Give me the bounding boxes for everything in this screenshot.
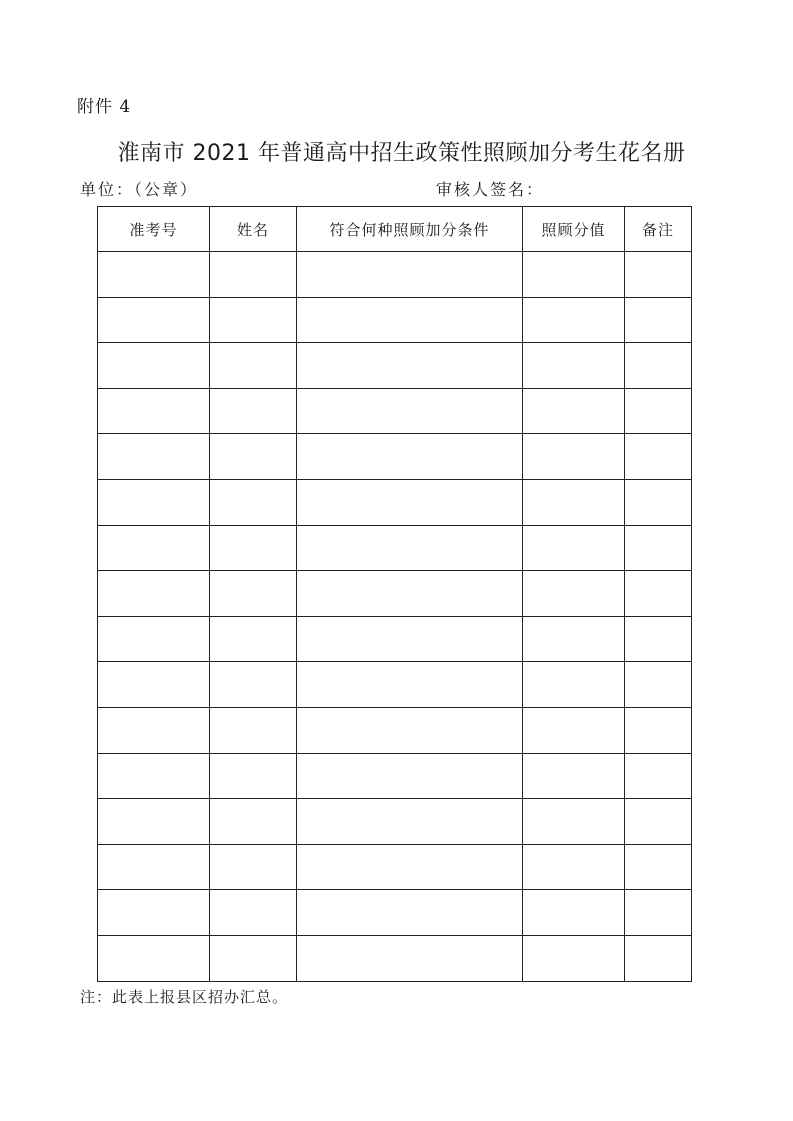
cell-name[interactable] [210,343,297,389]
cell-remarks[interactable] [625,252,692,298]
cell-name[interactable] [210,297,297,343]
cell-bonus-condition[interactable] [297,343,523,389]
cell-bonus-points[interactable] [523,616,625,662]
header-bonus-points: 照顾分值 [523,207,625,252]
cell-bonus-points[interactable] [523,343,625,389]
cell-bonus-condition[interactable] [297,707,523,753]
cell-exam-number[interactable] [98,343,210,389]
cell-bonus-points[interactable] [523,297,625,343]
unit-seal-label: 单位：（公章） [80,180,199,199]
table-row [98,525,692,571]
cell-exam-number[interactable] [98,479,210,525]
cell-name[interactable] [210,844,297,890]
cell-name[interactable] [210,662,297,708]
cell-bonus-points[interactable] [523,935,625,981]
cell-remarks[interactable] [625,479,692,525]
cell-bonus-condition[interactable] [297,890,523,936]
cell-bonus-condition[interactable] [297,479,523,525]
cell-bonus-points[interactable] [523,252,625,298]
table-row [98,616,692,662]
table-row [98,662,692,708]
table-row [98,753,692,799]
table-row [98,707,692,753]
cell-remarks[interactable] [625,525,692,571]
cell-remarks[interactable] [625,890,692,936]
cell-remarks[interactable] [625,297,692,343]
student-roster-table [97,206,692,982]
cell-bonus-points[interactable] [523,844,625,890]
table-row [98,297,692,343]
cell-name[interactable] [210,890,297,936]
cell-bonus-points[interactable] [523,571,625,617]
table-header-row [98,207,692,252]
cell-remarks[interactable] [625,844,692,890]
cell-name[interactable] [210,388,297,434]
cell-bonus-condition[interactable] [297,525,523,571]
cell-bonus-points[interactable] [523,525,625,571]
table-row [98,434,692,480]
cell-remarks[interactable] [625,388,692,434]
cell-exam-number[interactable] [98,434,210,480]
cell-bonus-condition[interactable] [297,388,523,434]
cell-name[interactable] [210,571,297,617]
cell-name[interactable] [210,616,297,662]
cell-exam-number[interactable] [98,525,210,571]
cell-remarks[interactable] [625,799,692,845]
table-row [98,252,692,298]
cell-remarks[interactable] [625,343,692,389]
cell-remarks[interactable] [625,571,692,617]
cell-exam-number[interactable] [98,890,210,936]
table-row [98,890,692,936]
cell-bonus-points[interactable] [523,479,625,525]
cell-bonus-condition[interactable] [297,434,523,480]
table-row [98,479,692,525]
cell-exam-number[interactable] [98,616,210,662]
cell-bonus-points[interactable] [523,890,625,936]
cell-remarks[interactable] [625,707,692,753]
table-row [98,844,692,890]
cell-name[interactable] [210,707,297,753]
document-title: 淮南市 2021 年普通高中招生政策性照顾加分考生花名册 [117,141,686,166]
header-remarks: 备注 [625,207,692,252]
cell-bonus-condition[interactable] [297,935,523,981]
cell-bonus-condition[interactable] [297,799,523,845]
cell-bonus-points[interactable] [523,707,625,753]
table-row [98,343,692,389]
cell-exam-number[interactable] [98,662,210,708]
cell-exam-number[interactable] [98,799,210,845]
cell-bonus-condition[interactable] [297,616,523,662]
table-row [98,388,692,434]
cell-name[interactable] [210,434,297,480]
reviewer-signature-label: 审核人签名： [436,180,545,199]
cell-remarks[interactable] [625,935,692,981]
cell-remarks[interactable] [625,616,692,662]
cell-name[interactable] [210,252,297,298]
cell-name[interactable] [210,799,297,845]
cell-remarks[interactable] [625,662,692,708]
cell-bonus-points[interactable] [523,434,625,480]
cell-bonus-points[interactable] [523,662,625,708]
cell-bonus-condition[interactable] [297,662,523,708]
cell-bonus-points[interactable] [523,753,625,799]
cell-exam-number[interactable] [98,571,210,617]
cell-remarks[interactable] [625,753,692,799]
table-row [98,799,692,845]
cell-bonus-condition[interactable] [297,753,523,799]
cell-exam-number[interactable] [98,707,210,753]
cell-exam-number[interactable] [98,753,210,799]
cell-remarks[interactable] [625,434,692,480]
cell-exam-number[interactable] [98,844,210,890]
header-name: 姓名 [210,207,297,252]
cell-exam-number[interactable] [98,252,210,298]
cell-name[interactable] [210,935,297,981]
cell-bonus-points[interactable] [523,799,625,845]
cell-name[interactable] [210,753,297,799]
cell-exam-number[interactable] [98,297,210,343]
cell-exam-number[interactable] [98,935,210,981]
table-row [98,935,692,981]
header-bonus-condition: 符合何种照顾加分条件 [297,207,523,252]
header-exam-number: 准考号 [98,207,210,252]
cell-bonus-condition[interactable] [297,844,523,890]
attachment-label: 附件 4 [77,97,132,117]
cell-name[interactable] [210,479,297,525]
table-row [98,571,692,617]
cell-bonus-condition[interactable] [297,252,523,298]
cell-bonus-points[interactable] [523,388,625,434]
cell-exam-number[interactable] [98,388,210,434]
cell-bonus-condition[interactable] [297,297,523,343]
cell-name[interactable] [210,525,297,571]
footnote: 注：此表上报县区招办汇总。 [80,988,289,1006]
cell-bonus-condition[interactable] [297,571,523,617]
table-body [98,252,692,982]
